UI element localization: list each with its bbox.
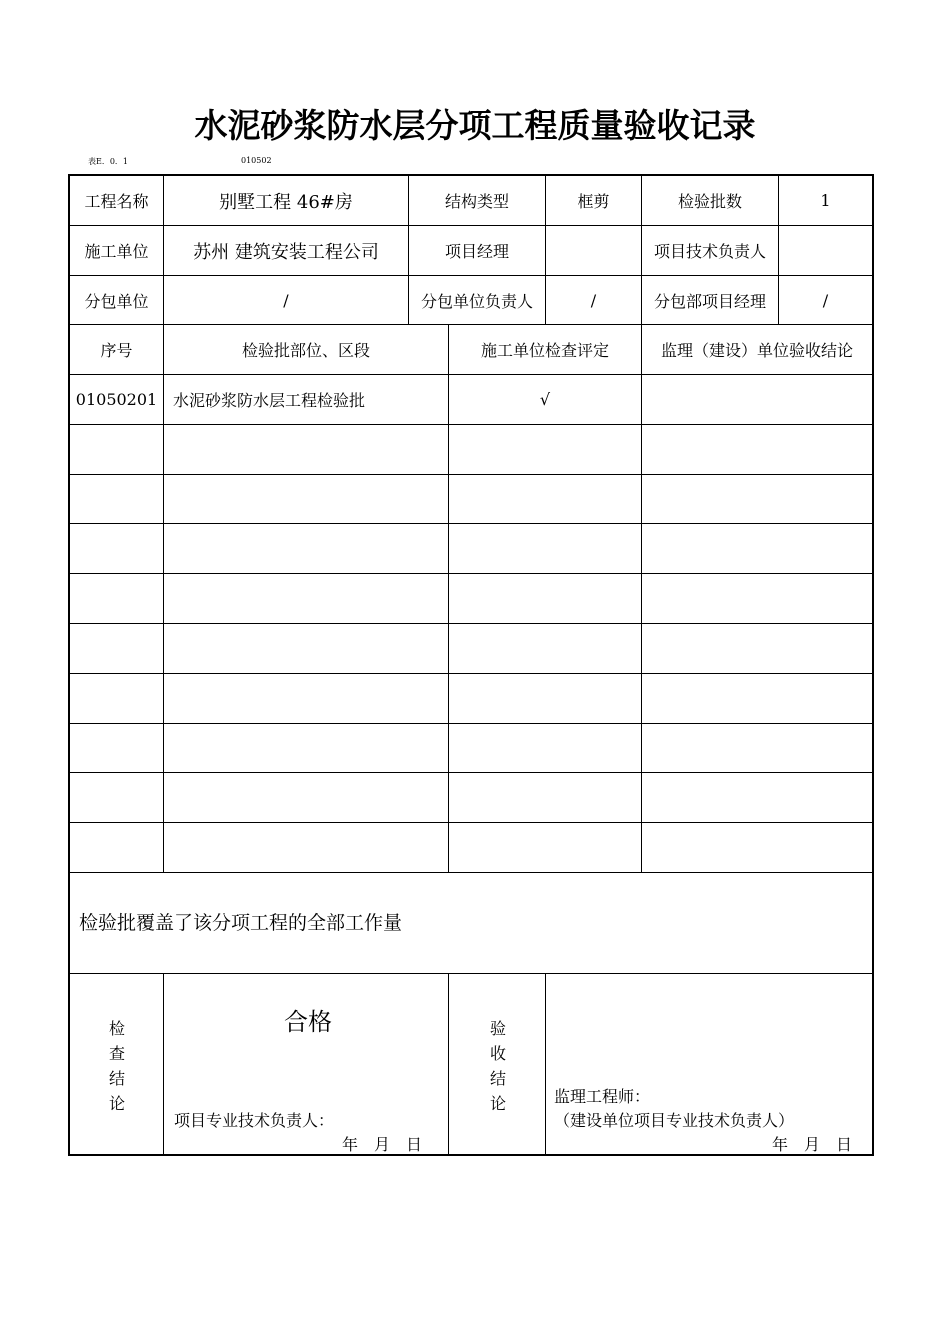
col-divider xyxy=(545,973,546,1154)
col-header-supervisor: 监理（建设）单位验收结论 xyxy=(660,341,853,360)
acceptance-signer-2: （建设单位项目专业技术负责人） xyxy=(554,1111,795,1130)
inspection-label-char: 查 xyxy=(108,1044,125,1063)
col-header-seq: 序号 xyxy=(100,341,133,360)
structure-type-label: 结构类型 xyxy=(444,192,509,211)
acceptance-label-char: 验 xyxy=(489,1019,506,1038)
inspection-date: 年 月 日 xyxy=(342,1135,423,1154)
inspection-label-char: 论 xyxy=(108,1094,125,1113)
row-divider xyxy=(70,872,872,873)
row-divider xyxy=(70,424,872,425)
row-divider xyxy=(70,723,872,724)
sub-pm: / xyxy=(822,290,829,310)
form-code: 表E．0．1 xyxy=(88,157,129,166)
subcontractor-label: 分包单位 xyxy=(84,291,149,311)
inspection-label xyxy=(107,1016,127,1116)
contractor-label: 施工单位 xyxy=(84,242,149,261)
structure-type: 框剪 xyxy=(577,192,610,211)
project-manager-label: 项目经理 xyxy=(444,242,509,261)
row-divider xyxy=(70,973,872,974)
inspection-label-char: 检 xyxy=(108,1019,125,1038)
table-row-seq: 01050201 xyxy=(75,390,158,409)
row-divider xyxy=(70,673,872,674)
col-header-location: 检验批部位、区段 xyxy=(241,341,370,360)
col-divider xyxy=(163,973,164,1154)
row-divider xyxy=(70,772,872,773)
row-divider xyxy=(70,474,872,475)
row-divider xyxy=(70,523,872,524)
subcontractor: / xyxy=(283,290,289,310)
inspection-label-char: 结 xyxy=(108,1069,125,1088)
table-row-eval: √ xyxy=(539,390,551,409)
acceptance-label-char: 结 xyxy=(489,1069,506,1088)
project-name-label: 工程名称 xyxy=(84,192,149,211)
acceptance-signer: 监理工程师： xyxy=(554,1087,651,1106)
table-row-supervisor xyxy=(642,375,872,424)
inspection-result: 合格 xyxy=(284,1008,332,1036)
tech-lead-label: 项目技术负责人 xyxy=(653,242,766,261)
contractor: 苏州 建筑安装工程公司 xyxy=(193,241,379,263)
col-header-contractor-eval: 施工单位检查评定 xyxy=(480,341,609,360)
coverage-note: 检验批覆盖了该分项工程的全部工作量 xyxy=(79,912,403,934)
acceptance-label-char: 论 xyxy=(489,1094,506,1113)
project-name: 别墅工程 46#房 xyxy=(219,191,353,213)
tech-lead xyxy=(779,226,872,275)
project-manager xyxy=(546,226,641,275)
inspection-form xyxy=(68,174,874,1156)
sub-pm-label: 分包部项目经理 xyxy=(653,291,766,311)
table-row-location: 水泥砂浆防水层工程检验批 xyxy=(173,391,366,410)
sub-lead: / xyxy=(590,290,597,310)
col-divider xyxy=(448,973,449,1154)
acceptance-date: 年 月 日 xyxy=(772,1135,853,1154)
item-code: 010502 xyxy=(241,156,272,165)
page-title: 水泥砂浆防水层分项工程质量验收记录 xyxy=(194,106,756,145)
row-divider xyxy=(70,623,872,624)
sub-lead-label: 分包单位负责人 xyxy=(420,291,533,311)
acceptance-label xyxy=(488,1016,508,1116)
batch-count-label: 检验批数 xyxy=(677,192,742,211)
row-divider xyxy=(70,573,872,574)
inspection-signer: 项目专业技术负责人： xyxy=(174,1111,335,1130)
row-divider xyxy=(70,822,872,823)
batch-count: 1 xyxy=(820,191,831,210)
acceptance-label-char: 收 xyxy=(489,1044,506,1063)
